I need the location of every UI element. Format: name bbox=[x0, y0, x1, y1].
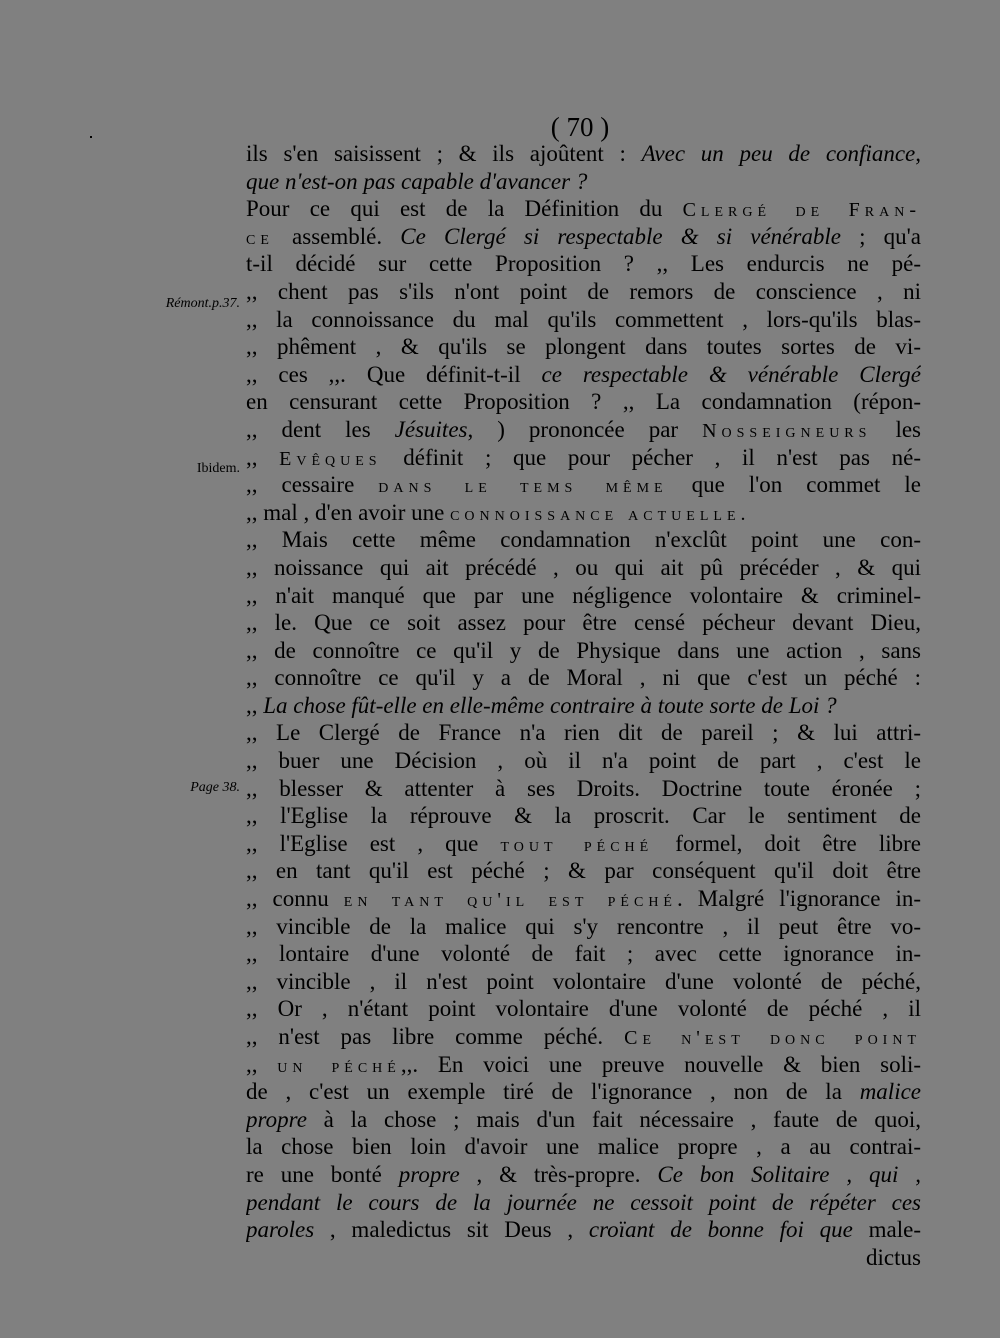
small-caps-run: tout péché bbox=[500, 833, 654, 856]
text-run: ,, le. Que ce soit assez pour être censé pécheur devant Dieu, bbox=[246, 610, 921, 636]
text-run: ,, Or , n'étant point volontaire d'une volonté de péché , il bbox=[246, 996, 921, 1022]
text-line bbox=[246, 968, 921, 996]
text-line bbox=[246, 195, 921, 223]
text-line bbox=[246, 1216, 921, 1244]
small-caps-run: connoissance actuelle. bbox=[450, 502, 751, 525]
italic-run: que n'est-on pas capable d'avancer ? bbox=[246, 168, 588, 194]
margin-note: Page 38. bbox=[190, 780, 240, 795]
text-line bbox=[246, 582, 921, 610]
text-line bbox=[246, 995, 921, 1023]
text-run: ,, la connoissance du mal qu'ils commettent , lors-qu'ils blas- bbox=[246, 306, 921, 332]
text-run: ,, chent pas s'ils n'ont point de remors de conscience , ni bbox=[246, 278, 921, 304]
small-caps-run: Nosseigneurs bbox=[702, 419, 872, 442]
italic-run: paroles bbox=[246, 1217, 315, 1243]
italic-run: propre bbox=[398, 1161, 460, 1187]
text-line bbox=[246, 637, 921, 665]
italic-run: La chose fût-elle en elle-même contraire à toute sorte de Loi ? bbox=[263, 692, 837, 718]
text-line bbox=[246, 719, 921, 747]
text-line bbox=[246, 140, 921, 168]
text-line bbox=[246, 802, 921, 830]
italic-run: Ce bon Solitaire , qui , bbox=[657, 1161, 921, 1187]
text-line bbox=[246, 747, 921, 775]
italic-run: malice bbox=[859, 1079, 921, 1105]
text-run: ,, de connoître ce qu'il y de Physique dans une action , sans bbox=[246, 637, 921, 663]
small-caps-run: Evêques bbox=[279, 447, 382, 470]
small-caps-run: ce bbox=[246, 226, 274, 249]
text-run: ,, ces ,,. Que définit-t-il bbox=[246, 361, 542, 387]
text-line bbox=[246, 361, 921, 389]
text-line bbox=[246, 885, 921, 913]
text-line bbox=[246, 471, 921, 499]
text-run: , maledictus sit Deus , bbox=[314, 1217, 589, 1243]
text-run: ,, l'Eglise la réprouve & la proscrit. Car le sentiment de bbox=[246, 803, 921, 829]
text-run: définit ; que pour pécher , il n'est pas né- bbox=[381, 444, 921, 470]
text-run: ,, n'ait manqué que par une négligence volontaire & criminel- bbox=[246, 582, 921, 608]
text-run: , & très-propre. bbox=[459, 1161, 658, 1187]
text-run: ,, Mais cette même condamnation n'exclût point une con- bbox=[246, 527, 921, 553]
small-caps-run: dans le tems même bbox=[378, 475, 668, 498]
text-run: ils s'en saisissent ; & ils ajoûtent : bbox=[246, 141, 642, 166]
text-run: de , c'est un exemple tiré de l'ignorance , non de la bbox=[246, 1079, 860, 1105]
text-line bbox=[246, 333, 921, 361]
text-run: ,, bbox=[246, 1051, 278, 1077]
text-line bbox=[246, 416, 921, 444]
italic-run: croïant de bonne foi que bbox=[588, 1217, 853, 1243]
text-line bbox=[246, 554, 921, 582]
text-run: la chose bien loin d'avoir une malice propre , a au contrai- bbox=[246, 1134, 921, 1160]
text-run: ,, blesser & attenter à ses Droits. Doctrine toute éronée ; bbox=[246, 775, 921, 801]
text-run: ,, vincible , il n'est point volontaire d'une volonté de péché, bbox=[246, 968, 921, 994]
italic-run: propre bbox=[246, 1106, 307, 1132]
text-line bbox=[246, 913, 921, 941]
text-run: Pour ce qui est de la Définition du bbox=[246, 196, 683, 222]
text-line bbox=[246, 1023, 921, 1051]
ink-speck bbox=[90, 136, 92, 138]
text-line bbox=[246, 1161, 921, 1189]
text-line bbox=[246, 444, 921, 472]
italic-run: ce respectable & vénérable Clergé bbox=[541, 361, 921, 387]
small-caps-run: un péché bbox=[277, 1054, 401, 1077]
text-run: en censurant cette Proposition ? ,, La condamnation (répon- bbox=[246, 389, 921, 415]
text-run: ,, vincible de la malice qui s'y rencontre , il peut être vo- bbox=[246, 913, 921, 939]
text-run: ,, phêment , & qu'ils se plongent dans toutes sortes de vi- bbox=[246, 334, 921, 360]
text-line bbox=[246, 830, 921, 858]
text-run: ,, bbox=[246, 444, 280, 470]
text-run: ,, Le Clergé de France n'a rien dit de pareil ; & lui attri- bbox=[246, 720, 921, 746]
text-line bbox=[246, 1189, 921, 1217]
text-run: que l'on commet le bbox=[667, 472, 921, 498]
text-run: ,, noissance qui ait précédé , ou qui ait pû précéder , & qui bbox=[246, 554, 921, 580]
text-line bbox=[246, 306, 921, 334]
text-run: ,, n'est pas libre comme péché. bbox=[246, 1024, 625, 1049]
text-line bbox=[246, 692, 921, 720]
text-line bbox=[246, 223, 921, 251]
italic-run: pendant le cours de la journée ne cessoit point de répéter ces bbox=[246, 1189, 921, 1215]
small-caps-run: en tant qu'il est péché bbox=[343, 889, 677, 912]
italic-run: Avec un peu de confiance, bbox=[641, 141, 921, 166]
text-run: dictus bbox=[866, 1244, 921, 1270]
text-run: t-il décidé sur cette Proposition ? ,, Les endurcis ne pé- bbox=[246, 251, 921, 277]
italic-run: Jésuites bbox=[394, 416, 468, 442]
text-run: ,, bbox=[246, 692, 264, 718]
text-line bbox=[246, 1133, 921, 1161]
text-line bbox=[246, 857, 921, 885]
text-line bbox=[246, 278, 921, 306]
text-line bbox=[246, 499, 921, 527]
body-text bbox=[246, 140, 921, 1271]
page-number: ( 70 ) bbox=[550, 112, 610, 142]
text-run: . Malgré l'ignorance in- bbox=[677, 886, 921, 912]
text-line bbox=[246, 1106, 921, 1134]
text-run: ,, en tant qu'il est péché ; & par conséquent qu'il doit être bbox=[246, 858, 921, 884]
text-run: ,, l'Eglise est , que bbox=[246, 830, 501, 856]
margin-note: Ibidem. bbox=[196, 461, 240, 476]
text-run: assemblé. bbox=[273, 223, 401, 249]
text-run: ,, buer une Décision , où il n'a point de part , c'est le bbox=[246, 748, 921, 774]
text-line bbox=[246, 168, 921, 196]
text-run: , ) prononcée par bbox=[467, 416, 703, 442]
italic-run: Ce Clergé si respectable & si vénérable bbox=[400, 223, 841, 249]
text-line bbox=[246, 609, 921, 637]
text-run: ,,. En voici une preuve nouvelle & bien soli- bbox=[400, 1051, 921, 1077]
text-run: ,, mal , d'en avoir une bbox=[246, 499, 451, 525]
text-line bbox=[246, 526, 921, 554]
text-line bbox=[246, 1051, 921, 1079]
text-run: ,, connoître ce qu'il y a de Moral , ni que c'est un péché : bbox=[246, 665, 921, 691]
text-run: ,, lontaire d'une volonté de fait ; avec cette ignorance in- bbox=[246, 941, 921, 967]
small-caps-run: Clergé de Fran- bbox=[682, 199, 921, 222]
text-line bbox=[246, 940, 921, 968]
text-run: les bbox=[871, 416, 921, 442]
text-line bbox=[246, 388, 921, 416]
text-run: ,, dent les bbox=[246, 416, 395, 442]
text-run: ,, connu bbox=[246, 886, 344, 912]
text-line bbox=[246, 1078, 921, 1106]
text-run: à la chose ; mais d'un fait nécessaire , faute de quoi, bbox=[306, 1106, 921, 1132]
text-run: ; qu'a bbox=[840, 223, 921, 249]
text-run: formel, doit être libre bbox=[653, 830, 921, 856]
text-run: re une bonté bbox=[246, 1161, 399, 1187]
text-run: male- bbox=[852, 1217, 921, 1243]
small-caps-run: Ce n'est donc point bbox=[624, 1027, 921, 1049]
text-line bbox=[246, 775, 921, 803]
margin-note: Rémont.p.37. bbox=[165, 296, 240, 311]
text-line bbox=[246, 250, 921, 278]
text-run: ,, cessaire bbox=[246, 472, 379, 498]
text-line bbox=[246, 1244, 921, 1272]
text-line bbox=[246, 664, 921, 692]
